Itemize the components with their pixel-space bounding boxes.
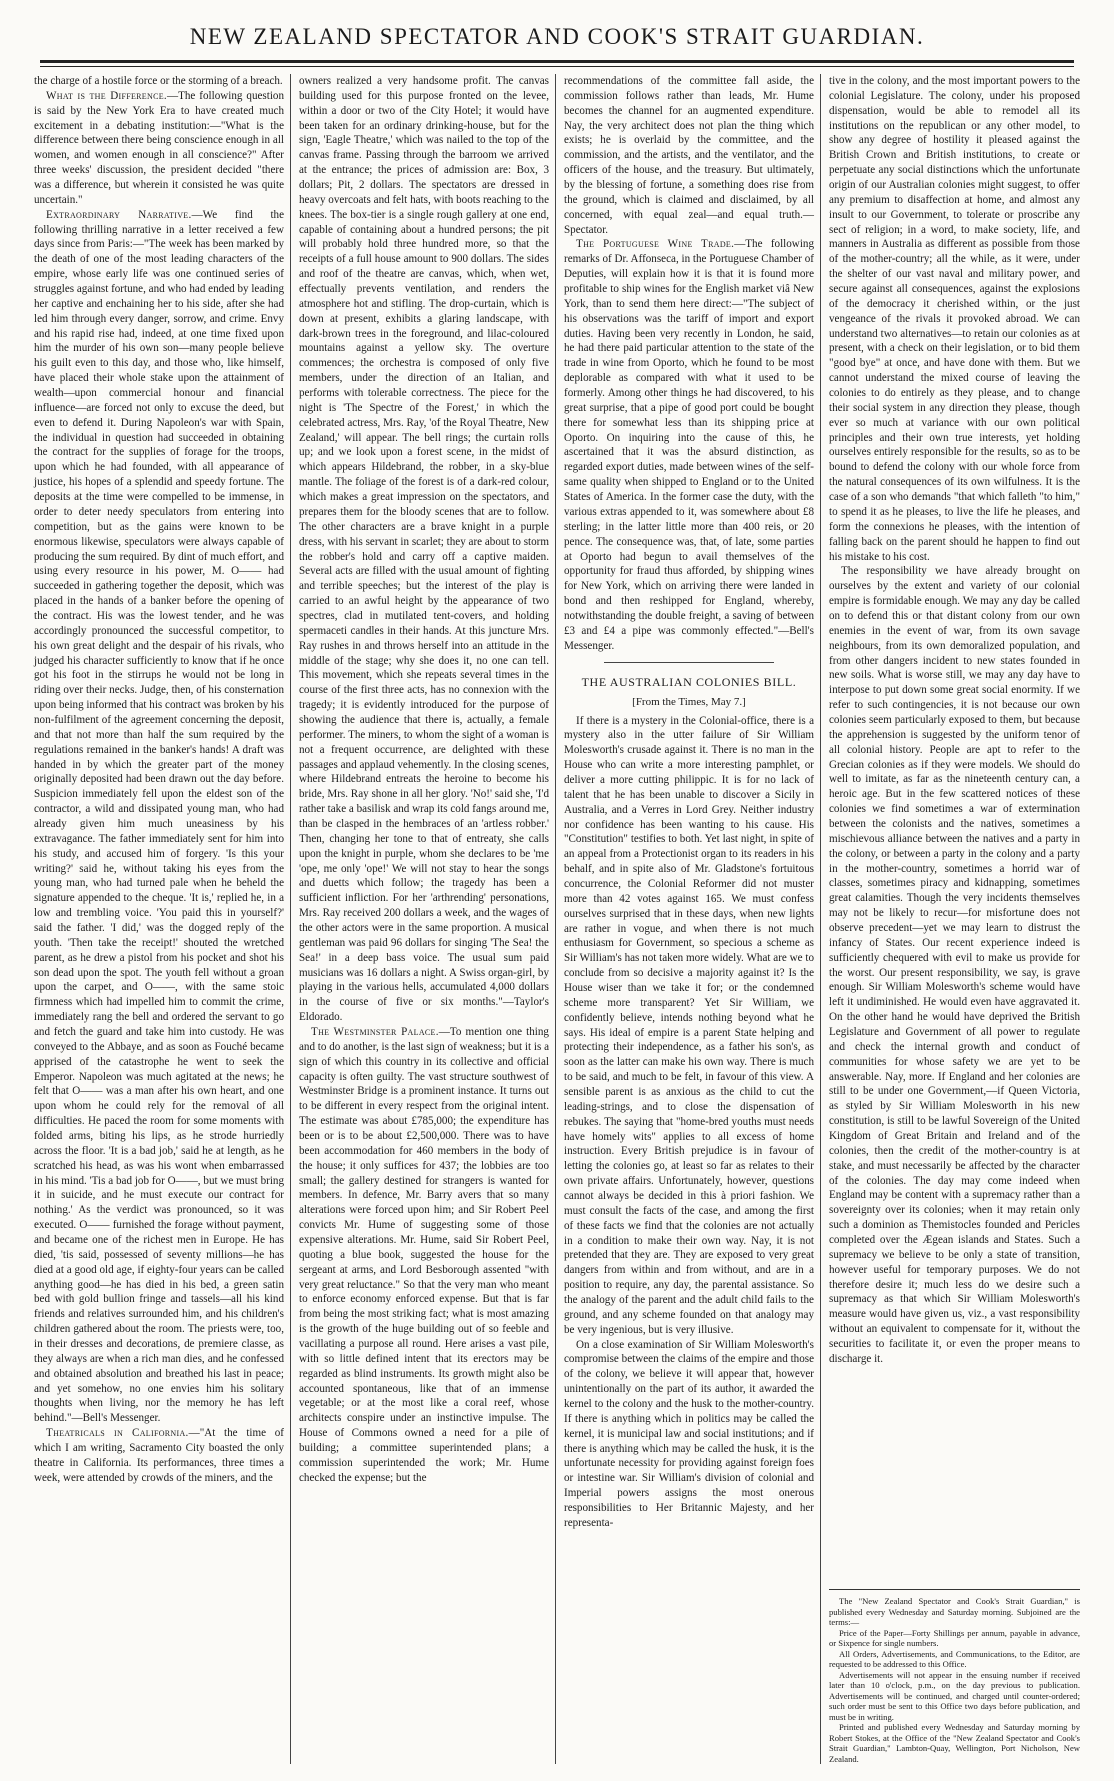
imprint-line: Price of the Paper—Forty Shillings per annum, payable in advance, or Sixpence for single numbers. [829, 1627, 1080, 1649]
article-heading: Theatricals in California. [46, 1427, 189, 1440]
article-heading: What is the Difference. [46, 89, 167, 102]
masthead-rule-thick [40, 60, 1074, 63]
article-body: —The following remarks of Dr. Affonseca, in the Portuguese Chamber of Deputies, will explain how it is that it is found more profitable to ship wines for the English market viâ New York, than to send them here direct:—"The subject of his observations was the tariff of import and export duties. Having been very recently in London, he said, he had there paid particular attention to the state of the trade in wine from Oporto, which he found to be most deplorable as compared with what it used to be formerly. Among other things he had discovered, to his great surprise, that a pipe of good port could be bought there for somewhat less than its shipping price at Oporto. On inquiring into the cause of this, he ascertained that it was the absurd distinction, as regarded export duties, made between wines of the self-same quality when shipped to England or to the United States of America. In the former case the duty, with the various extras appended to it, was somewhere about £8 sterling; in the latter little more than 400 reis, or 20 pence. The consequence was, that, of late, some parties at Oporto had begun to avail themselves of the opportunity for fraud thus afforded, by shipping wines for New York, which on arriving there were landed in bond and then reshipped for England, whereby, notwithstanding the double freight, a saving of between £3 and £4 a pipe was commonly effected."—Bell's Messenger. [564, 238, 814, 652]
article-body: —We find the following thrilling narrative in a letter received a few days since from Paris:—"The week has been marked by the death of one of the most leading characters of the empire, whose early life was one continued series of struggles against fortune, and who had ended by leading her captive and enchaining her to his side, after she had led him through every danger, sorrow, and crime. Envy and his rapid rise had, indeed, at one time fixed upon him the murder of his own son—many people believe his guilt even to this day, and those who, like himself, have placed their whole stake upon the attainment of wealth—upon commercial honour and financial influence—are forced not only to excuse the deed, but even to defend it. During Napoleon's war with Spain, the individual in question had succeeded in obtaining the contract for the supplies of forage for the troops, upon which he had founded, with all appearance of justice, his hopes of a splendid and speedy fortune. The deposits at the time were compelled to be immense, in order to deter needy speculators from entering into competition, but as the gains were known to be enormous likewise, speculators were always capable of producing the sum required. By dint of much effort, and using every resource in his power, M. O—— had succeeded in gathering together the deposit, which was placed in the hands of a banker before the opening of the contract. His was the lowest tender, and he was accordingly pronounced the successful competitor, to his own great delight and the despair of his rivals, who judged his character sufficiently to know that if he once got his foot in the stirrups he would not be long in riding over their necks. Judge, then, of his consternation upon being informed that his contract was broken by his non-fulfilment of the agreement concerning the deposit, and that not more than half the sum required by the regulations remained in the banker's hands! A draft was handed in by which the greater part of the money originally deposited had been drawn out the day before. Suspicion immediately fell upon the eldest son of the contractor, a wild and dissipated young man, who had already given him much uneasiness by his extravagance. The father immediately sent for him into his study, and accused him of forgery. 'Is this your writing?' said he, without taking his eyes from the young man, who had turned pale when he beheld the signature appended to the cheque. 'It is,' replied he, in a low and trembling voice. 'You paid this in yourself?' said the father. 'I did,' was the dogged reply of the youth. 'Then take the receipt!' shouted the wretched parent, as he drew a pistol from his pocket and shot his son dead upon the spot. The youth fell without a groan upon the carpet, and O——, with the same stoic firmness which had impelled him to commit the crime, immediately rang the bell and ordered the servant to go and fetch the guard and take him into custody. He was conveyed to the Abbaye, and as soon as Fouché became apprised of the catastrophe he went to seek the Emperor. Napoleon was much agitated at the news; he felt that O—— was a man after his own heart, and one upon whom he could rely for the removal of all difficulties. He paced the room for some moments with folded arms, biting his lips, as he strode hurriedly across the floor. 'It is a bad job,' said he at length, as he scratched his head, as was his wont when embarrassed in his mind. 'Tis a bad job for O——, but we must bring it in suicide, and he must execute our contract for nothing.' As the verdict was pronounced, so it was executed. O—— furnished the forage without payment, and became one of the richest men in Europe. He has died, 'tis said, possessed of seventy millions—he has died at a good old age, if eighty-four years can be called anything good—he has died in his bed, a green satin bed with gold bullion fringe and tassels—all his kind friends and relatives surrounded him, and his children's children gathered about the room. The priests were, too, in their dresses and decorations, de premiere classe, as they always are when a rich man dies, and he confessed and obtained absolution and breathed his last in peace; and yet somehow, no one envies him his solitary thoughts when living, nor the memory he has left behind."—Bell's Messenger. [34, 208, 284, 1425]
imprint-line: Printed and published every Wednesday and Saturday morning by Robert Stokes, at the Office of the "New Zealand Spectator and Cook's Strait Guardian," Lambton-Quay, Wellington, Port Nicholson, New Zealand. [829, 1722, 1080, 1764]
column-1 [30, 74, 291, 1764]
article-extraordinary-narrative [34, 208, 284, 1426]
article-paragraph: The responsibility we have already brought on ourselves by the extent and variety of our colonial empire is formidable enough. We may any day be called on to defend this or that distant colony from our own enemies in the event of war, from its own savage neighbours, from its own demoralized population, and from other dangers incident to new states founded in new soils. What is worse still, we may any day have to interpose to put down some great social enormity. If we refer to such contingencies, it is not because our own colonies seem particularly exposed to them, but because the apprehension is suggested by the uniform tenor of all colonial history. People are apt to refer to the Grecian colonies as if they were models. We should do well to imitate, as far as the nineteenth century can, a heroic age. But in the few scattered notices of these colonies we find sometimes a war of extermination between the colonists and the natives, sometimes a mischievous alliance between the natives and a party in the colony, or between a party in the colony and a party in the mother-country, sometimes a horrid war of classes, sometimes piracy and kidnapping, sometimes great calamities. Though the very incidents themselves may not be likely to recur—for misfortune does not observe precedent—yet we may learn to distrust the infancy of States. Our recent experience indeed is sufficiently chequered with evil to make us provide for the worst. Our present responsibility, we say, is grave enough. Sir William Molesworth's scheme would have left it undiminished. He would even have aggravated it. On the other hand he would have deprived the British Legislature and Government of all power to regulate and check the internal growth and conduct of communities for whose safety we are yet to be answerable. Nay, more. If England and her colonies are still to be under one Government,—if Queen Victoria, as styled by Sir William Molesworth in his new constitution, is still to be lawful Sovereign of the United Kingdom of Great Britain and Ireland and of the colonies, then the credit of the mother-country is at stake, and must necessarily be affected by the character of the colonies. The day may come indeed when England may be content with a supremacy rather than a sovereignty over its colonies; when it may retain only such a dominion as Themistocles founded and Pericles completed over the Ægean islands and States. Such a supremacy we believe to be only a state of transition, however useful for temporary purposes. We do not therefore desire it; much less do we desire such a supremacy as that which Sir William Molesworth's measure would have given us, viz., a vast responsibility without an equivalent to compensate for it, without the securities to facilitate it, or even the proper means to discharge it. [829, 565, 1080, 1365]
article-paragraph: the charge of a hostile force or the storming of a breach. [34, 75, 283, 87]
article-heading: The Portuguese Wine Trade. [576, 238, 735, 251]
article-paragraph: On a close examination of Sir William Molesworth's compromise between the claims of the empire and those of the colony, we believe it will appear that, however unintentionally on the part of its author, it awarded the kernel to the colony and the husk to the mother-country. If there is anything which in politics may be called the kernel, it is municipal law and social institutions; and if there is anything which may be called the husk, it is the unfortunate necessity for providing against foreign foes or intestine war. Sir William's division of colonial and Imperial powers assigns the most onerous responsibilities to Her Britannic Majesty, and her representa- [564, 1338, 814, 1529]
section-source: [From the Times, May 7.] [632, 695, 746, 708]
article-paragraph: recommendations of the committee fall aside, the commission follows rather than leads, Mr. Hume becomes the channel for an augmented expenditure. Nay, the very architect does not plan the thing which exists; he is overlaid by the committee, and the commission, and the artists, and the ventilator, and the officers of the house, and the treasury. But ultimately, by the blessing of fortune, a something does rise from the ground, which is claimed and disclaimed, by all concerned, with equal zeal—and equal truth.—Spectator. [564, 75, 814, 236]
masthead-rule-thin [40, 66, 1074, 67]
article-westminster-palace [299, 1025, 549, 1486]
imprint-line: All Orders, Advertisements, and Communications, to the Editor, are requested to be addressed to this Office. [829, 1648, 1080, 1670]
columns [30, 74, 1084, 1764]
article-heading: The Westminster Palace. [311, 1026, 439, 1038]
article-paragraph: If there is a mystery in the Colonial-office, there is a mystery also in the utter failure of Sir William Molesworth's crusade against it. There is no man in the House who can write a more interesting pamphlet, or deliver a more cutting philippic. It is for no lack of talent that he has been unable to discover a Sicily in Australia, and a Verres in Lord Grey. Neither industry nor confidence has been wanting to his cause. His "Constitution" testifies to both. Yet last night, in spite of an appeal from a Protectionist organ to its readers in his behalf, and in spite also of Mr. Gladstone's fortuitous concurrence, the Colonial Reformer did not muster more than 42 votes against 165. We must confess ourselves surprised that in these days, when new lights are rather in vogue, and when there is not much enthusiasm for Government, so specious a scheme as Sir William's has not taken more widely. What are we to conclude from so decisive a majority against it? Is the House wiser than we take it for; or the condemned scheme more transparent? Yet Sir William, we confidently believe, intends nothing beyond what he says. His ideal of empire is a parent State helping and protecting their independence, as a father his son's, as soon as the latter can make his own way. There is much to be said, and much to be felt, in favour of this view. A sensible parent is as anxious as the child to cut the leading-strings, and to close the dispensation of rebukes. The saying that "home-bred youths must needs have homely wits" applies to all excess of home instruction. Every British prejudice is in favour of letting the colonies go, at least so far as relates to their own private affairs. Unfortunately, however, questions cannot always be decided in this à priori fashion. We must consult the facts of the case, and among the first of these facts we find that the colonies are not actually in a condition to make their own way. Nay, it is not pretended that they are. They are exposed to very great dangers from within and from without, and are in a position to require, any day, the parental assistance. So the analogy of the parent and the adult child fails to the ground, and any scheme founded on that analogy may be very ingenious, but is very illusive. [564, 714, 814, 1336]
article-body: —To mention one thing and to do another, is the last sign of weakness; but it is a sign of which this country in its collective and official capacity is often guilty. The vast structure southwest of Westminster Bridge is a prominent instance. It turns out to be different in every respect from the original intent. The estimate was about £785,000; the expenditure has been or is to be about £2,500,000. There was to have been accommodation for 460 members in the body of the house; it only suffices for 437; the lobbies are too small; the gallery destined for strangers is wanted for members. In defence, Mr. Barry avers that so many alterations were forced upon him; and Sir Robert Peel convicts Mr. Hume of suggesting some of those expensive alterations. Mr. Hume, said Sir Robert Peel, quoting a blue book, suggested the house for the sergeant at arms, and Lord Besborough assented "with very great reluctance." So that the very man who meant to enforce economy enforced expense. But that is far from being the most striking fact; what is most amazing is the growth of the huge building out of so feeble and vacillating a purpose all round. Here arises a vast pile, with so little defined intent that its erectors may be regarded as blind instruments. Its growth might also be accounted spontaneous, like that of an immense vegetable; or at the most like a coral reef, whose architects conspire under an instinctive impulse. The House of Commons owned a need for a pile of building; a committee superintended plans; a commission superintended the work; Mr. Hume checked the expense; but the [299, 1026, 549, 1484]
article-body: —The following question is said by the New York Era to have created much excitement in a debating institution:—"What is the difference between there being conscience enough in all women, and women enough in all conscience?" After three weeks' discussion, the president decided "there was a difference, but wherein it consisted he was quite uncertain." [34, 89, 284, 206]
article-paragraph: tive in the colony, and the most important powers to the colonial Legislature. The colony, under his proposed dispensation, would be able to remodel all its institutions on the republican or any other model, to show any degree of hostility it pleased against the British Crown and British institutions, to create or perpetuate any social distinctions which the unfortunate origin of our Australian colonies might suggest, to offer any premium to disaffection at home, and almost any insult to our Government, to tolerate or proscribe any sect of religion; in a word, to make society, life, and manners in Australia as different as possible from those of the mother-country; all the while, as it were, under the shelter of our vast naval and military power, and secure against all consequences, against the explosions of the democracy it cherished within, or the just vengeance of the rivals it provoked abroad. We can understand two alternatives—to retain our colonies as at present, with a check on their legislation, or to bid them "good bye" at once, and have done with them. But we cannot understand the mixed course of leaving the colonies to do entirely as they please, and to change their social system in any direction they please, though ever so much at variance with our own political principles and their own true interests, yet holding ourselves entirely responsible for the results, so as to be bound to defend the colony with our whole force from the natural consequences of its own wilfulness. It is the case of a son who demands "that which falleth "to him," to spend it as he pleases, to live the life he pleases, and form the connexions he pleases, with the intention of falling back on the parent should he happen to find out his mistake to his cost. [829, 75, 1080, 563]
column-2 [295, 74, 556, 1764]
article-heading: Extraordinary Narrative. [46, 208, 192, 221]
article-paragraph: owners realized a very handsome profit. The canvas building used for this purpose fronted on the levee, within a door or two of the City Hotel; it would have been taken for an ordinary drinking-house, but for the sign, 'Eagle Theatre,' which was nailed to the top of the canvas frame. Passing through the barroom we arrived at the entrance; the prices of admission are: Box, 3 dollars; Pit, 2 dollars. The spectators are dressed in heavy overcoats and felt hats, with boots reaching to the knees. The box-tier is a single rough gallery at one end, capable of containing about a hundred persons; the pit will probably hold three hundred more, so that the receipts of a full house amount to 900 dollars. The sides and roof of the theatre are canvas, which, when wet, effectually prevents ventilation, and renders the atmosphere hot and stifling. The drop-curtain, which is down at present, exhibits a glaring landscape, with dark-brown trees in the foreground, and lilac-coloured mountains against a yellow sky. The overture commences; the orchestra is composed of only five members, under the direction of an Italian, and performs with tolerable correctness. The piece for the night is 'The Spectre of the Forest,' in which the celebrated actress, Mrs. Ray, 'of the Royal Theatre, New Zealand,' will appear. The bell rings; the curtain rolls up; and we look upon a forest scene, in the midst of which appears Hildebrand, the robber, in a sky-blue mantle. The foliage of the forest is of a dark-red colour, which makes a great impression on the spectators, and prepares them for the bloody scenes that are to follow. The other characters are a brave knight in a purple dress, with his servant in scarlet; they are about to storm the robber's hold and carry off a captive maiden. Several acts are filled with the usual amount of fighting and terrible speeches; but the interest of the play is carried to an awful height by the appearance of two spectres, clad in mutilated tent-covers, and holding spermaceti candles in their hands. At this juncture Mrs. Ray rushes in and throws herself into an attitude in the middle of the stage; why she does it, no one can tell. This movement, which she repeats several times in the course of the first three acts, has no connexion with the tragedy; it is evidently introduced for the purpose of showing the audience that there is, actually, a female performer. The miners, to whom the sight of a woman is not a frequent occurrence, are delighted with these passages and applaud vehemently. In the closing scenes, where Hildebrand entreats the heroine to become his bride, Mrs. Ray shone in all her glory. 'No!' said she, 'I'd rather take a basilisk and wrap its cold fangs around me, than be clasped in the hembraces of an 'artless robber.' Then, changing her tone to that of entreaty, she calls upon the knight in purple, whom she declares to be 'me 'ope, me only 'ope!' We will not stay to hear the songs and duetts which follow; the tragedy has been a sufficient infliction. For her 'arthrending' personations, Mrs. Ray received 200 dollars a week, and the wages of the other actors were in the same proportion. A musical gentleman was paid 96 dollars for singing 'The Sea! the Sea!' in a deep bass voice. The usual sum paid musicians was 16 dollars a night. A Swiss organ-girl, by playing in the various hells, accumulated 4,000 dollars in the course of five or six months."—Taylor's Eldorado. [299, 75, 549, 1024]
section-separator [604, 662, 774, 663]
article-body: —"At the time of which I am writing, Sacramento City boasted the only theatre in California. Its performances, three times a week, were attended by crowds of the miners, and the [34, 1427, 284, 1484]
article-theatricals-in-california [34, 1426, 284, 1485]
section-title: THE AUSTRALIAN COLONIES BILL. [581, 674, 797, 689]
article-what-is-the-difference [34, 89, 284, 208]
column-3 [560, 74, 821, 1764]
imprint-line: Advertisements will not appear in the ensuing number if received later than 10 o'clock, p.m., on the day previous to publication. Advertisements will be continued, and charged until counter-ordered; such order must be sent to this Office two days before publication, and must be in writing. [829, 1669, 1080, 1722]
column-4 [825, 74, 1086, 1764]
masthead-title: NEW ZEALAND SPECTATOR AND COOK'S STRAIT GUARDIAN. [189, 24, 925, 49]
publication-imprint [829, 1589, 1080, 1764]
imprint-line: The "New Zealand Spectator and Cook's Strait Guardian," is published every Wednesday and Saturday morning. Subjoined are the terms:— [829, 1596, 1080, 1628]
article-portuguese-wine-trade [564, 237, 814, 653]
